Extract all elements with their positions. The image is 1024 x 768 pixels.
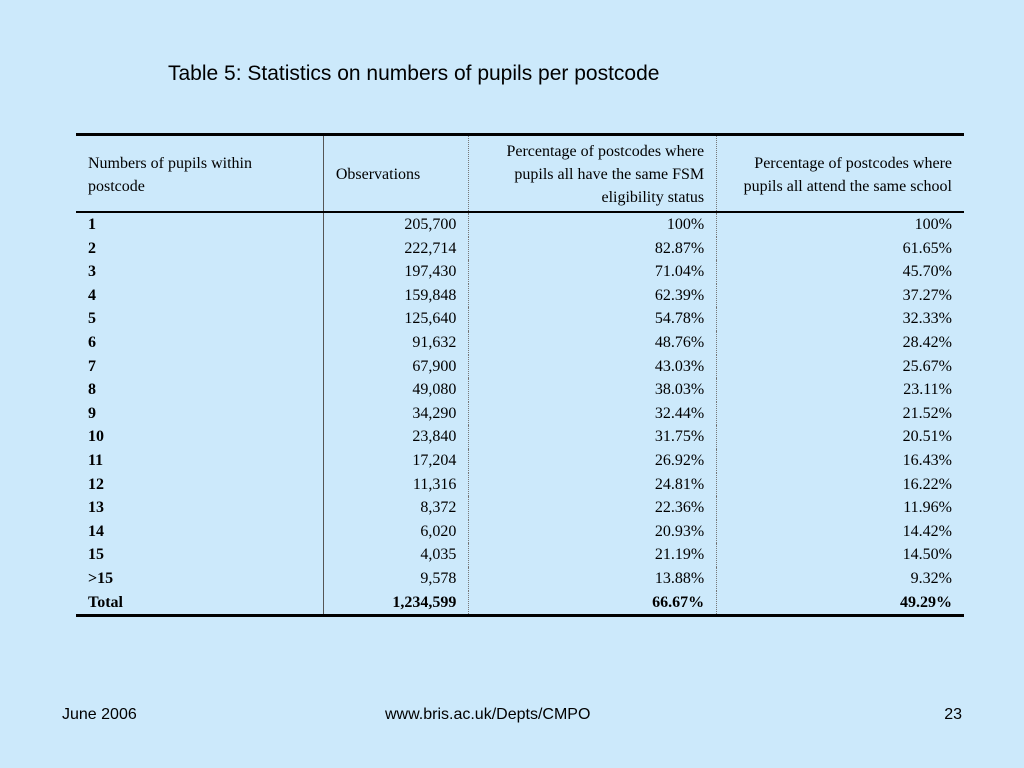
- total-same-school: 49.29%: [900, 593, 952, 611]
- table-row: [76, 237, 964, 261]
- total-observations: 1,234,599: [323, 591, 468, 616]
- cell-same-school: 16.22%: [902, 475, 952, 493]
- cell-pupils-count: 1: [76, 212, 323, 237]
- cell-pupils-count: 7: [76, 355, 323, 379]
- cell-observations: 34,290: [323, 402, 468, 426]
- table-header: [76, 135, 964, 213]
- cell-observations: 6,020: [323, 520, 468, 544]
- cell-same-fsm-status: 26.92%: [469, 449, 717, 473]
- table-body: [76, 212, 964, 616]
- cell-observations: 91,632: [323, 331, 468, 355]
- footer-page-number: 23: [944, 706, 962, 723]
- cell-observations: 222,714: [323, 237, 468, 261]
- cell-observations: 197,430: [323, 260, 468, 284]
- cell-pupils-count: 12: [76, 473, 323, 497]
- cell-pupils-count: 11: [76, 449, 323, 473]
- cell-observations: 49,080: [323, 378, 468, 402]
- cell-observations: 17,204: [323, 449, 468, 473]
- cell-same-school: 23.11%: [903, 381, 952, 399]
- cell-same-fsm-status: 62.39%: [469, 284, 717, 308]
- cell-same-school: 61.65%: [902, 239, 952, 257]
- cell-pupils-count: 6: [76, 331, 323, 355]
- cell-same-fsm-status: 38.03%: [469, 378, 717, 402]
- cell-same-fsm-status: 20.93%: [469, 520, 717, 544]
- cell-observations: 205,700: [323, 212, 468, 237]
- cell-same-school: 32.33%: [902, 310, 952, 328]
- table-row: [76, 496, 964, 520]
- cell-same-fsm-status: 48.76%: [469, 331, 717, 355]
- cell-pupils-count: 10: [76, 425, 323, 449]
- cell-observations: 23,840: [323, 425, 468, 449]
- total-label: Total: [76, 591, 323, 616]
- cell-same-school: 28.42%: [902, 333, 952, 351]
- cell-same-school: 21.52%: [902, 404, 952, 422]
- table-row: [76, 260, 964, 284]
- cell-observations: 67,900: [323, 355, 468, 379]
- cell-pupils-count: >15: [76, 567, 323, 591]
- header-same-school: Percentage of postcodes where pupils all attend the same school: [743, 154, 952, 195]
- cell-same-fsm-status: 31.75%: [469, 425, 717, 449]
- table-row: [76, 543, 964, 567]
- cell-same-fsm-status: 24.81%: [469, 473, 717, 497]
- table-row: [76, 212, 964, 237]
- cell-same-school: 14.50%: [902, 546, 952, 564]
- cell-same-school: 25.67%: [902, 357, 952, 375]
- cell-pupils-count: 8: [76, 378, 323, 402]
- cell-same-fsm-status: 100%: [469, 212, 717, 237]
- header-same-fsm-status: Percentage of postcodes where pupils all have the same FSM eligibility status: [469, 135, 717, 213]
- slide-title: Table 5: Statistics on numbers of pupils per postcode: [168, 62, 660, 85]
- statistics-table: [76, 133, 964, 617]
- cell-same-fsm-status: 43.03%: [469, 355, 717, 379]
- cell-same-fsm-status: 32.44%: [469, 402, 717, 426]
- cell-pupils-count: 9: [76, 402, 323, 426]
- table-row: [76, 284, 964, 308]
- table-row: [76, 425, 964, 449]
- header-pupils-per-postcode: Numbers of pupils within postcode: [76, 135, 323, 213]
- total-same-fsm-status: 66.67%: [469, 591, 717, 616]
- cell-same-school: 14.42%: [902, 522, 952, 540]
- cell-pupils-count: 5: [76, 307, 323, 331]
- cell-observations: 9,578: [323, 567, 468, 591]
- table-row: [76, 449, 964, 473]
- cell-same-school: 9.32%: [910, 569, 952, 587]
- cell-observations: 11,316: [323, 473, 468, 497]
- table-row: [76, 402, 964, 426]
- cell-same-fsm-status: 22.36%: [469, 496, 717, 520]
- cell-observations: 4,035: [323, 543, 468, 567]
- cell-same-fsm-status: 82.87%: [469, 237, 717, 261]
- cell-pupils-count: 15: [76, 543, 323, 567]
- cell-same-fsm-status: 71.04%: [469, 260, 717, 284]
- cell-same-fsm-status: 13.88%: [469, 567, 717, 591]
- footer-date: June 2006: [62, 706, 137, 723]
- cell-same-school: 16.43%: [902, 451, 952, 469]
- table-row: [76, 331, 964, 355]
- cell-pupils-count: 3: [76, 260, 323, 284]
- table-row: [76, 473, 964, 497]
- cell-observations: 159,848: [323, 284, 468, 308]
- cell-pupils-count: 2: [76, 237, 323, 261]
- cell-same-fsm-status: 21.19%: [469, 543, 717, 567]
- footer-url[interactable]: www.bris.ac.uk/Depts/CMPO: [385, 706, 591, 723]
- cell-same-school: 45.70%: [902, 263, 952, 281]
- cell-pupils-count: 4: [76, 284, 323, 308]
- table-row: [76, 378, 964, 402]
- cell-observations: 8,372: [323, 496, 468, 520]
- cell-pupils-count: 13: [76, 496, 323, 520]
- cell-observations: 125,640: [323, 307, 468, 331]
- header-observations: Observations: [323, 135, 468, 213]
- cell-same-school: 20.51%: [902, 428, 952, 446]
- table-header-row: [76, 135, 964, 213]
- cell-same-school: 37.27%: [902, 286, 952, 304]
- table-row: [76, 567, 964, 591]
- total-row: [76, 591, 964, 616]
- cell-pupils-count: 14: [76, 520, 323, 544]
- cell-same-school: 100%: [914, 216, 952, 233]
- table-row: [76, 520, 964, 544]
- cell-same-fsm-status: 54.78%: [469, 307, 717, 331]
- table-row: [76, 355, 964, 379]
- cell-same-school: 11.96%: [903, 499, 952, 517]
- table-row: [76, 307, 964, 331]
